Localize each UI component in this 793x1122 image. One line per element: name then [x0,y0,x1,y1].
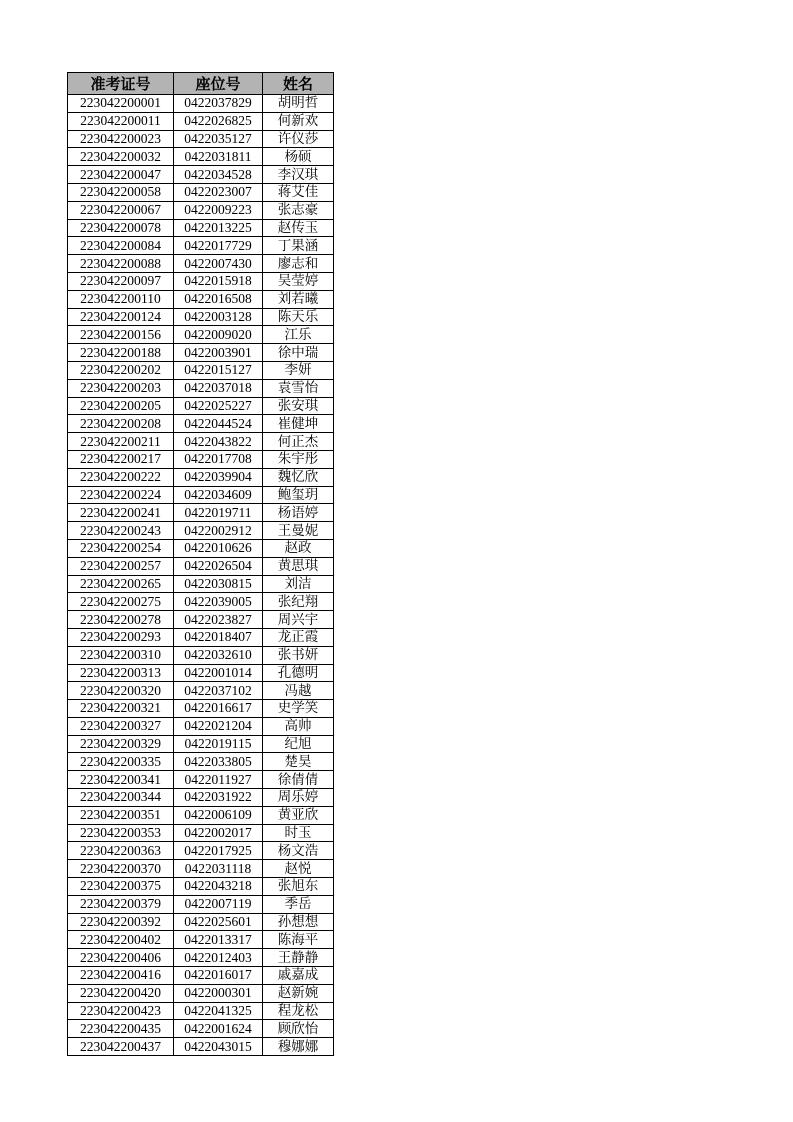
name-cell: 许仪莎 [263,130,334,148]
exam-id-cell: 223042200293 [68,628,174,646]
table-row [68,860,334,878]
exam-id-cell: 223042200088 [68,255,174,273]
exam-id-cell: 223042200047 [68,166,174,184]
seat-number-cell: 0422021204 [174,717,263,735]
exam-id-cell: 223042200110 [68,290,174,308]
table-row [68,557,334,575]
name-cell: 赵政 [263,539,334,557]
seat-number-cell: 0422003128 [174,308,263,326]
table-row [68,415,334,433]
exam-id-cell: 223042200058 [68,183,174,201]
exam-id-cell: 223042200241 [68,504,174,522]
name-cell: 王静静 [263,949,334,967]
seat-number-cell: 0422043015 [174,1038,263,1056]
name-cell: 高帅 [263,717,334,735]
table-row [68,735,334,753]
exam-id-cell: 223042200392 [68,913,174,931]
seat-number-cell: 0422037102 [174,682,263,700]
table-row [68,308,334,326]
name-cell: 蒋艾佳 [263,183,334,201]
table-row [68,166,334,184]
exam-id-cell: 223042200313 [68,664,174,682]
exam-id-cell: 223042200435 [68,1020,174,1038]
seat-number-cell: 0422016617 [174,700,263,718]
table-row [68,593,334,611]
exam-id-cell: 223042200067 [68,201,174,219]
table-row [68,522,334,540]
name-cell: 孙想想 [263,913,334,931]
exam-id-cell: 223042200278 [68,611,174,629]
seat-number-cell: 0422039005 [174,593,263,611]
name-cell: 朱宇彤 [263,450,334,468]
name-cell: 周乐婷 [263,789,334,807]
name-cell: 赵新婉 [263,984,334,1002]
exam-id-cell: 223042200437 [68,1038,174,1056]
exam-id-cell: 223042200375 [68,878,174,896]
exam-id-cell: 223042200001 [68,95,174,113]
name-cell: 杨文浩 [263,842,334,860]
exam-id-cell: 223042200310 [68,646,174,664]
table-row [68,201,334,219]
seat-number-cell: 0422044524 [174,415,263,433]
seat-number-cell: 0422011927 [174,771,263,789]
exam-id-cell: 223042200203 [68,379,174,397]
seat-number-cell: 0422030815 [174,575,263,593]
table-row [68,575,334,593]
seat-number-cell: 0422035127 [174,130,263,148]
seat-number-cell: 0422017729 [174,237,263,255]
name-cell: 陈天乐 [263,308,334,326]
table-row [68,112,334,130]
exam-id-cell: 223042200329 [68,735,174,753]
seat-number-cell: 0422019115 [174,735,263,753]
name-cell: 杨语婷 [263,504,334,522]
exam-id-cell: 223042200023 [68,130,174,148]
seat-number-cell: 0422041325 [174,1002,263,1020]
exam-id-cell: 223042200406 [68,949,174,967]
name-cell: 袁雪怡 [263,379,334,397]
header-exam-id: 准考证号 [68,73,174,95]
name-cell: 杨硕 [263,148,334,166]
seat-number-cell: 0422043822 [174,433,263,451]
name-cell: 张纪翔 [263,593,334,611]
exam-id-cell: 223042200188 [68,344,174,362]
name-cell: 张旭东 [263,878,334,896]
name-cell: 廖志和 [263,255,334,273]
table-row [68,664,334,682]
exam-id-cell: 223042200205 [68,397,174,415]
name-cell: 何新欢 [263,112,334,130]
table-row [68,272,334,290]
exam-id-cell: 223042200257 [68,557,174,575]
header-seat-number: 座位号 [174,73,263,95]
name-cell: 徐中瑞 [263,344,334,362]
name-cell: 崔健坤 [263,415,334,433]
table-row [68,1038,334,1056]
seat-number-cell: 0422012403 [174,949,263,967]
table-row [68,183,334,201]
seat-number-cell: 0422000301 [174,984,263,1002]
table-row [68,949,334,967]
table-row [68,397,334,415]
seat-number-cell: 0422026504 [174,557,263,575]
table-row [68,1020,334,1038]
seat-number-cell: 0422031811 [174,148,263,166]
seat-assignment-table [67,72,334,1056]
exam-id-cell: 223042200208 [68,415,174,433]
exam-id-cell: 223042200423 [68,1002,174,1020]
seat-number-cell: 0422001014 [174,664,263,682]
name-cell: 赵悦 [263,860,334,878]
table-row [68,344,334,362]
name-cell: 李妍 [263,361,334,379]
table-row [68,1002,334,1020]
name-cell: 张志豪 [263,201,334,219]
table-row [68,148,334,166]
seat-number-cell: 0422033805 [174,753,263,771]
name-cell: 赵传玉 [263,219,334,237]
seat-number-cell: 0422016508 [174,290,263,308]
table-row [68,450,334,468]
seat-number-cell: 0422043218 [174,878,263,896]
exam-id-cell: 223042200224 [68,486,174,504]
exam-id-cell: 223042200327 [68,717,174,735]
seat-number-cell: 0422007430 [174,255,263,273]
name-cell: 史学笑 [263,700,334,718]
seat-number-cell: 0422013225 [174,219,263,237]
table-row [68,878,334,896]
table-row [68,895,334,913]
exam-id-cell: 223042200370 [68,860,174,878]
table-row [68,806,334,824]
exam-id-cell: 223042200320 [68,682,174,700]
seat-number-cell: 0422032610 [174,646,263,664]
name-cell: 魏忆欣 [263,468,334,486]
seat-number-cell: 0422010626 [174,539,263,557]
seat-number-cell: 0422018407 [174,628,263,646]
name-cell: 纪旭 [263,735,334,753]
exam-id-cell: 223042200222 [68,468,174,486]
seat-number-cell: 0422034528 [174,166,263,184]
exam-id-cell: 223042200211 [68,433,174,451]
exam-id-cell: 223042200341 [68,771,174,789]
table-row [68,967,334,985]
table-row [68,682,334,700]
table-row [68,539,334,557]
name-cell: 黄思琪 [263,557,334,575]
name-cell: 顾欣怡 [263,1020,334,1038]
name-cell: 丁果涵 [263,237,334,255]
seat-number-cell: 0422009223 [174,201,263,219]
exam-id-cell: 223042200217 [68,450,174,468]
table-row [68,842,334,860]
seat-number-cell: 0422019711 [174,504,263,522]
exam-id-cell: 223042200202 [68,361,174,379]
table-row [68,771,334,789]
seat-number-cell: 0422017925 [174,842,263,860]
table-row [68,646,334,664]
table-row [68,753,334,771]
header-row [68,73,334,95]
exam-id-cell: 223042200097 [68,272,174,290]
exam-id-cell: 223042200124 [68,308,174,326]
seat-number-cell: 0422037018 [174,379,263,397]
exam-id-cell: 223042200078 [68,219,174,237]
seat-number-cell: 0422023007 [174,183,263,201]
exam-id-cell: 223042200379 [68,895,174,913]
table-row [68,219,334,237]
exam-id-cell: 223042200351 [68,806,174,824]
table-row [68,913,334,931]
table-row [68,379,334,397]
exam-id-cell: 223042200032 [68,148,174,166]
table-row [68,255,334,273]
exam-id-cell: 223042200363 [68,842,174,860]
header-name: 姓名 [263,73,334,95]
name-cell: 刘若曦 [263,290,334,308]
seat-number-cell: 0422023827 [174,611,263,629]
seat-number-cell: 0422013317 [174,931,263,949]
table-row [68,789,334,807]
table-body [68,95,334,1056]
table-row [68,700,334,718]
seat-number-cell: 0422009020 [174,326,263,344]
table-row [68,468,334,486]
table-row [68,433,334,451]
name-cell: 季岳 [263,895,334,913]
name-cell: 楚昊 [263,753,334,771]
table-row [68,611,334,629]
name-cell: 胡明哲 [263,95,334,113]
name-cell: 陈海平 [263,931,334,949]
name-cell: 黄亚欣 [263,806,334,824]
exam-id-cell: 223042200243 [68,522,174,540]
name-cell: 吴莹婷 [263,272,334,290]
table-row [68,361,334,379]
table-row [68,290,334,308]
table-row [68,237,334,255]
seat-number-cell: 0422015918 [174,272,263,290]
name-cell: 刘洁 [263,575,334,593]
name-cell: 李汉琪 [263,166,334,184]
name-cell: 江乐 [263,326,334,344]
exam-id-cell: 223042200254 [68,539,174,557]
seat-number-cell: 0422001624 [174,1020,263,1038]
seat-number-cell: 0422025601 [174,913,263,931]
seat-number-cell: 0422002912 [174,522,263,540]
exam-id-cell: 223042200420 [68,984,174,1002]
seat-number-cell: 0422034609 [174,486,263,504]
table-row [68,326,334,344]
table-row [68,717,334,735]
table-row [68,628,334,646]
name-cell: 周兴宇 [263,611,334,629]
seat-number-cell: 0422025227 [174,397,263,415]
name-cell: 张安琪 [263,397,334,415]
exam-id-cell: 223042200402 [68,931,174,949]
seat-number-cell: 0422031922 [174,789,263,807]
table-row [68,130,334,148]
exam-id-cell: 223042200265 [68,575,174,593]
name-cell: 时玉 [263,824,334,842]
exam-id-cell: 223042200335 [68,753,174,771]
table-row [68,984,334,1002]
seat-number-cell: 0422037829 [174,95,263,113]
exam-id-cell: 223042200156 [68,326,174,344]
name-cell: 戚嘉成 [263,967,334,985]
exam-id-cell: 223042200353 [68,824,174,842]
name-cell: 穆娜娜 [263,1038,334,1056]
table-row [68,486,334,504]
seat-number-cell: 0422031118 [174,860,263,878]
name-cell: 龙正霞 [263,628,334,646]
exam-id-cell: 223042200416 [68,967,174,985]
seat-number-cell: 0422015127 [174,361,263,379]
exam-id-cell: 223042200344 [68,789,174,807]
exam-id-cell: 223042200275 [68,593,174,611]
seat-number-cell: 0422016017 [174,967,263,985]
seat-number-cell: 0422006109 [174,806,263,824]
exam-id-cell: 223042200321 [68,700,174,718]
name-cell: 孔德明 [263,664,334,682]
name-cell: 何正杰 [263,433,334,451]
table-row [68,931,334,949]
table-header [68,73,334,95]
name-cell: 张书妍 [263,646,334,664]
name-cell: 徐倩倩 [263,771,334,789]
table-row [68,824,334,842]
name-cell: 冯越 [263,682,334,700]
table-row [68,95,334,113]
seat-number-cell: 0422002017 [174,824,263,842]
name-cell: 鲍玺玥 [263,486,334,504]
name-cell: 王曼妮 [263,522,334,540]
exam-id-cell: 223042200084 [68,237,174,255]
exam-id-cell: 223042200011 [68,112,174,130]
seat-number-cell: 0422017708 [174,450,263,468]
seat-number-cell: 0422026825 [174,112,263,130]
name-cell: 程龙松 [263,1002,334,1020]
seat-number-cell: 0422007119 [174,895,263,913]
table-row [68,504,334,522]
seat-number-cell: 0422039904 [174,468,263,486]
seat-number-cell: 0422003901 [174,344,263,362]
